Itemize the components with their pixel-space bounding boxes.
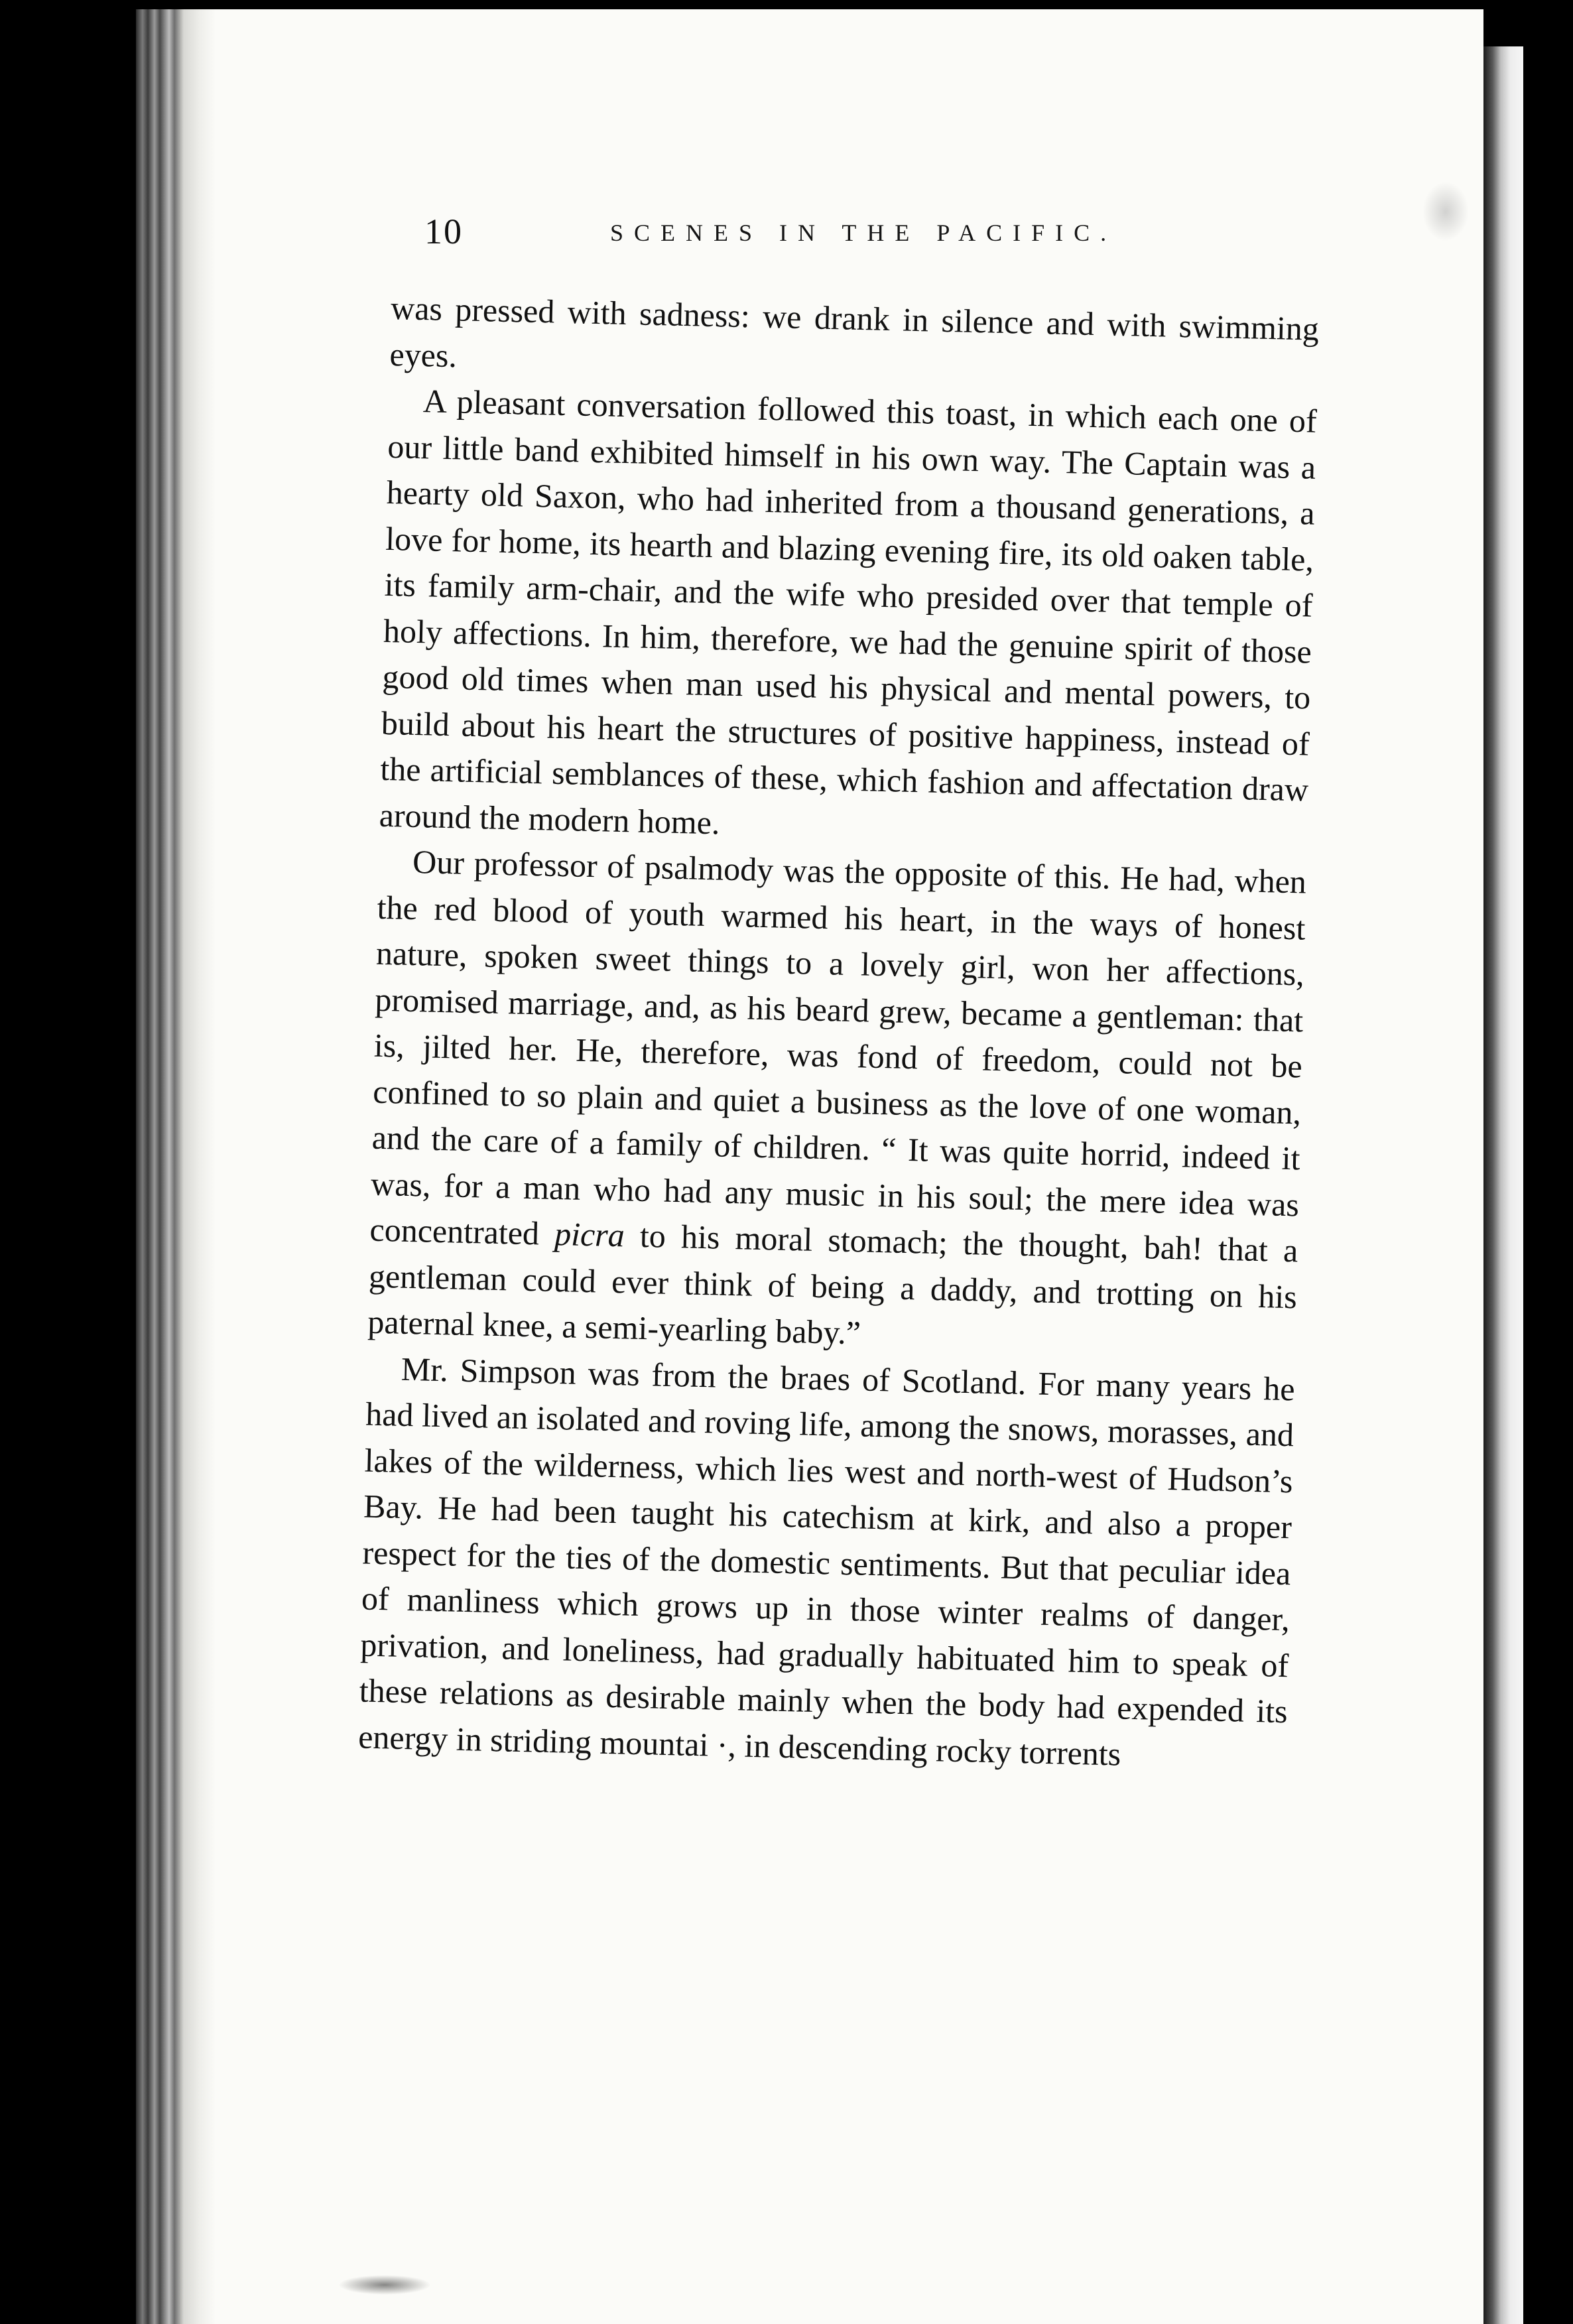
paragraph-3-part-1: Our professor of psalmody was the opposite of this. He had, when the red blood of youth warmed his heart, in the ways of honest nature, spoken sweet things to a lovely girl, won her affections, promised marriage, and, as his beard grew, became a gentleman: that is, jilted her. He, therefore, was fond of freedom, could not be confined to so plain and quiet a business as the love of one woman, and the care of a family of children. “ It was quite horrid, indeed it was, for a man who had any music in his soul; the mere idea was concentrated — [369, 842, 1307, 1252]
paragraph-4: Mr. Simpson was from the braes of Scotland. For many years he had lived an isolated and roving life, among the snows, morasses, and lakes of the wilderness, which lies west and north-west of Hudson’s Bay. He had been taught his catechism at kirk, and also a proper respect for the ties of the domestic sentiments. But that peculiar idea of manliness which grows up in those winter realms of danger, privation, and loneliness, had gradually habituated him to speak of these relations as desirable mainly when the body had expended its energy in striding mountai ·, in descending rocky torrents — [357, 1350, 1296, 1773]
ink-blot — [338, 2275, 431, 2295]
page-number: 10 — [424, 212, 463, 251]
body-text — [358, 285, 1320, 1781]
bleed-through-mark — [1422, 182, 1469, 241]
paragraph-3 — [367, 838, 1307, 1366]
running-title: SCENES IN THE PACIFIC. — [610, 220, 1117, 246]
italic-word: picra — [554, 1214, 625, 1254]
next-leaf-edge — [1483, 46, 1523, 2324]
paragraph-2: A pleasant conversation followed this toast, in which each one of our little band exhibited himself in his own way. The Captain was a hearty old Saxon, who had inherited from a thousand generations, a love for home, its hearth and blazing evening fire, its old oaken table, its family arm-chair, and the wife who presided over that temple of holy affections. In him, therefore, we had the genuine spirit of those good old times when man used his physical and mental powers, to build about his heart the structures of positive happiness, instead of the artificial semblances of these, which fashion and affectation draw around the modern home. — [379, 382, 1318, 841]
binding-gutter — [136, 9, 216, 2324]
paragraph-3-part-2: to his moral stomach; the thought, bah! that a gentleman could ever think of being a daddy, and trotting on his paternal knee, a semi-yearling baby.” — [367, 1216, 1298, 1352]
paragraph-1: was pressed with sadness: we drank in silence and with swimming eyes. — [389, 289, 1320, 374]
running-head — [424, 211, 1366, 264]
